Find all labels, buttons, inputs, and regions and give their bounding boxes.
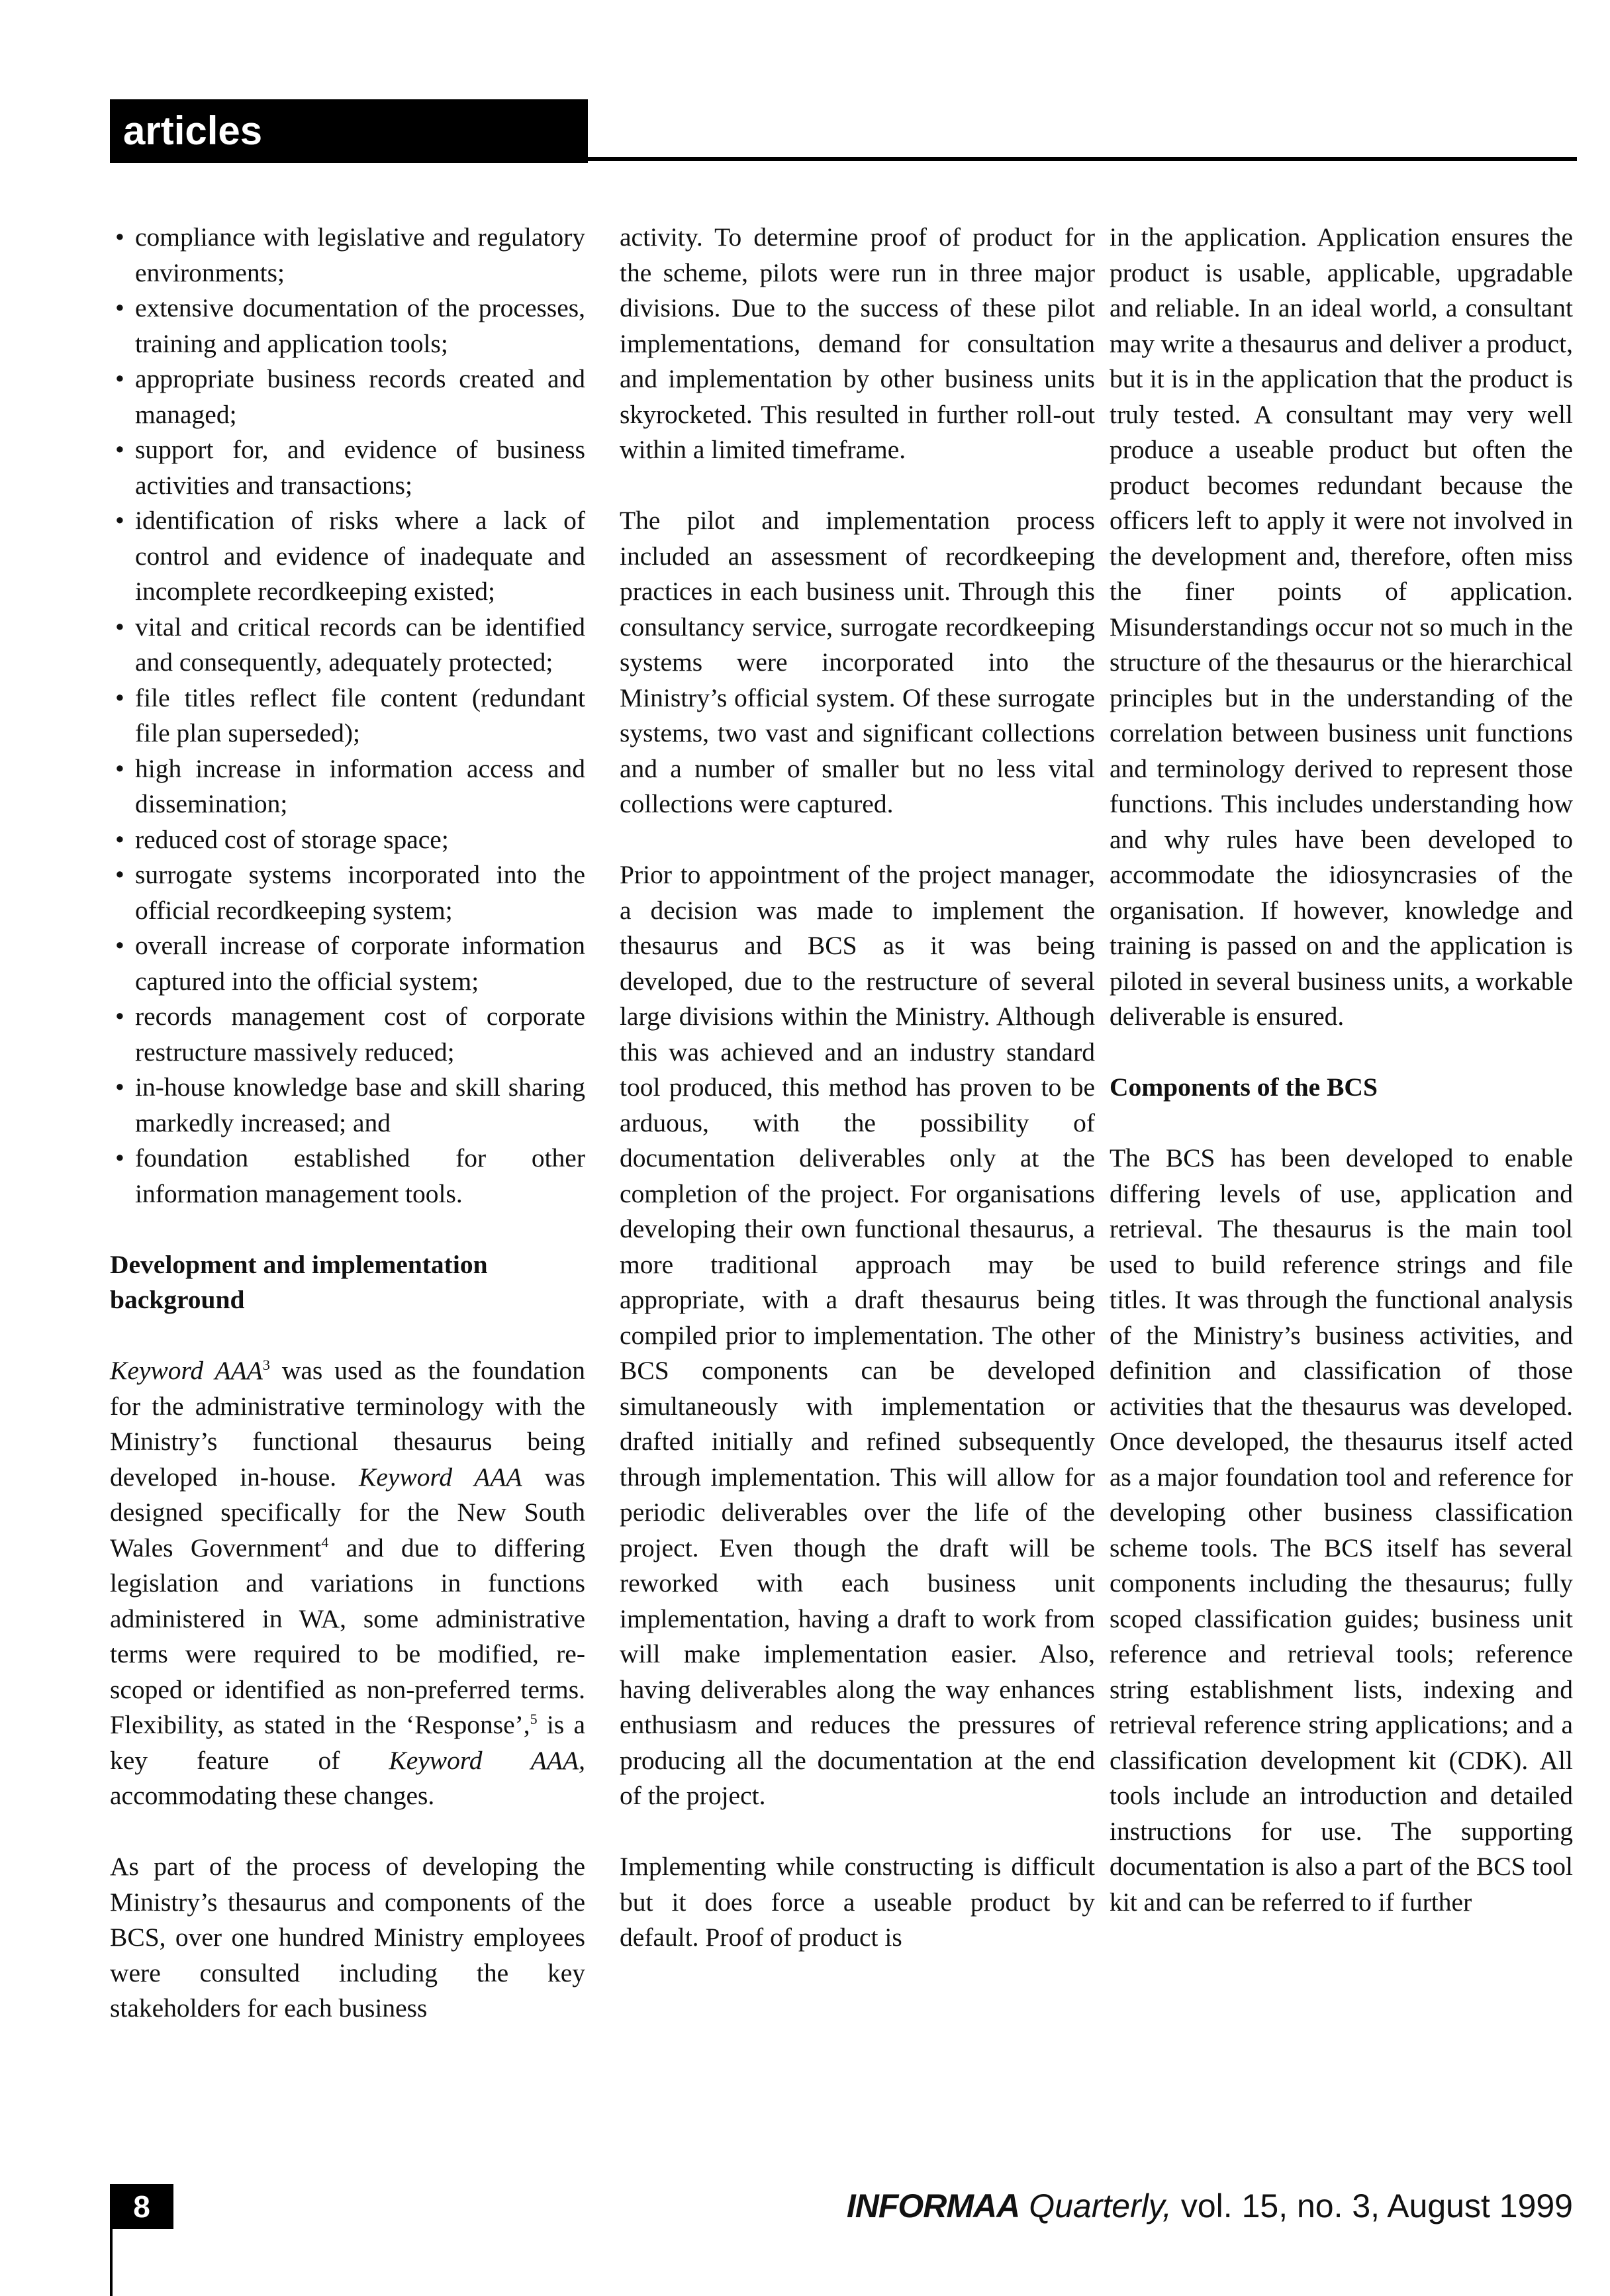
paragraph: Prior to appointment of the project manager, a decision was made to implement the thesaurus and BCS as it was being developed, due to the restructure of several large divisions within the Ministry. Although this was achieved and an industry standard tool produced, this method has proven to be arduous, with the possibility of documentation deliverables only at the completion of the project. For organisations developing their own functional thesaurus, a more traditional approach may be appropriate, with a draft thesaurus being compiled prior to implementation. The other BCS components can be developed simultaneously with implementation or drafted initially and refined subsequently through implementation. This will allow for periodic deliverables over the life of the project. Even though the draft will be reworked with each business unit implementation, having a draft to work from will make implementation easier. Also, having deliverables along the way enhances enthusiasm and reduces the pressures of producing all the documentation at the end of the project. xyxy=(620,860,1095,1810)
column-2 xyxy=(620,220,1095,1991)
list-item: • reduced cost of storage space; xyxy=(110,822,585,858)
header-rule xyxy=(588,157,1577,161)
paragraph: As part of the process of developing the Ministry’s thesaurus and components of the BCS, over one hundred Ministry employees were consulted including the key stakeholders for each business xyxy=(110,1852,585,2023)
list-item: • file titles reflect file content (redundant file plan superseded); xyxy=(110,681,585,751)
publication-name: Quarterly, xyxy=(1029,2187,1172,2224)
benefits-list xyxy=(110,220,585,1212)
list-item: • extensive documentation of the processes, training and application tools; xyxy=(110,291,585,361)
paragraph: The BCS has been developed to enable differing levels of use, application and retrieval. The thesaurus is the main tool used to build reference strings and file titles. It was through the functional analysis of the Ministry’s business activities, and definition and classification of those activities that the thesaurus was developed. Once developed, the thesaurus itself acted as a major foundation tool and reference for developing other business classification scheme tools. The BCS itself has several components including the thesaurus; fully scoped classification guides; business unit reference and retrieval tools; reference string establishment lists, indexing and retrieval reference string applications; and a classification development kit (CDK). All tools include an introduction and detailed instructions for use. The supporting documentation is also a part of the BCS tool kit and can be referred to if further xyxy=(1110,1143,1573,1917)
list-item: • compliance with legislative and regulatory environments; xyxy=(110,220,585,291)
list-item: • foundation established for other information management tools. xyxy=(110,1141,585,1212)
paragraph: The pilot and implementation process included an assessment of recordkeeping practices in each business unit. Through this consultancy service, surrogate recordkeeping systems were incorporated into the Ministry’s official system. Of these surrogate systems, two vast and significant collections and a number of smaller but no less vital collections were captured. xyxy=(620,506,1095,818)
section-heading: Components of the BCS xyxy=(1110,1073,1378,1102)
paragraph: activity. To determine proof of product for the scheme, pilots were run in three major divisions. Due to the success of these pilot implementations, demand for consultation and implementation by other business units skyrocketed. This resulted in further roll-out within a limited timeframe. xyxy=(620,222,1095,464)
list-item: • in-house knowledge base and skill sharing markedly increased; and xyxy=(110,1070,585,1141)
section-header-articles: articles xyxy=(110,99,588,163)
keyword-aaa: Keyword AAA, xyxy=(389,1745,585,1775)
column-1 xyxy=(110,220,585,2062)
footnote-ref: 5 xyxy=(530,1710,538,1727)
paragraph: in the application. Application ensures the product is usable, applicable, upgradable and reliable. In an ideal world, a consultant may write a thesaurus and deliver a product, but it is in the application that the product is truly tested. A consultant may very well produce a useable product but often the product becomes redundant because the officers left to apply it were not involved in the development and, therefore, often miss the finer points of application. Misunderstandings occur not so much in the structure of the thesaurus or the hierarchical principles but in the understanding of the correlation between business unit functions and terminology derived to represent those functions. This includes understanding how and why rules have been developed to accommodate the idiosyncrasies of the organisation. If however, knowledge and training is passed on and the application is piloted in several business units, a workable deliverable is ensured. xyxy=(1110,222,1573,1031)
keyword-aaa: Keyword AAA xyxy=(110,1356,263,1385)
section-heading: Development and implementation background xyxy=(110,1249,488,1314)
list-item: • records management cost of corporate restructure massively reduced; xyxy=(110,999,585,1070)
page-number: 8 xyxy=(110,2184,173,2229)
issue-info: vol. 15, no. 3, August 1999 xyxy=(1171,2187,1573,2224)
paragraph: Keyword AAA$^3$ was used as the foundation for the administrative terminology with the Ministry’s functional thesaurus being developed in-house. Keyword AAA was designed specifically for the New South Wales Government$^4$ and due to differing legislation and variations in functions administered in WA, some administrative terms were required to be modified, re-scoped or identified as non-preferred terms. Flexibility, as stated in the ‘Response’,$^5$ is a key feature of Keyword AAA, accommodating these changes. xyxy=(110,1356,586,1810)
list-item: • support for, and evidence of business activities and transactions; xyxy=(110,432,585,503)
list-item: • high increase in information access and dissemination; xyxy=(110,751,585,822)
publication-footer xyxy=(847,2185,1573,2227)
keyword-aaa: Keyword AAA xyxy=(358,1462,522,1492)
list-item: • appropriate business records created and managed; xyxy=(110,361,585,432)
brand-name: INFORMAA xyxy=(846,2187,1020,2224)
list-item: • vital and critical records can be identified and consequently, adequately protected; xyxy=(110,610,585,681)
column-3 xyxy=(1110,220,1573,1956)
list-item: • surrogate systems incorporated into the official recordkeeping system; xyxy=(110,857,585,928)
list-item: • overall increase of corporate information captured into the official system; xyxy=(110,928,585,999)
footnote-ref: 3 xyxy=(262,1356,270,1373)
paragraph: Implementing while constructing is difficult but it does force a useable product by default. Proof of product is xyxy=(620,1852,1095,1952)
list-item: • identification of risks where a lack of control and evidence of inadequate and incomplete recordkeeping existed; xyxy=(110,503,585,610)
footer-rule xyxy=(110,2229,113,2296)
footnote-ref: 4 xyxy=(321,1533,329,1551)
